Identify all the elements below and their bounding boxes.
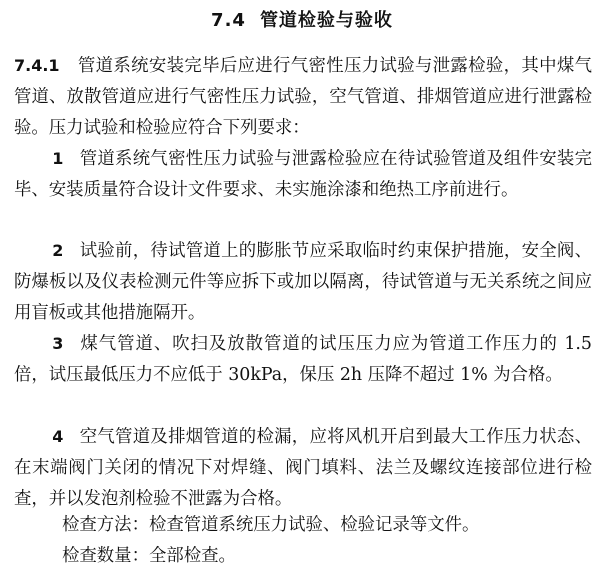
item-2-paragraph	[14, 235, 592, 329]
item-2-number: 2	[52, 241, 64, 260]
item-3-number: 3	[52, 334, 64, 353]
item-4-paragraph	[14, 421, 592, 515]
check-method: 检查方法：检查管道系统压力试验、检验记录等文件。	[62, 515, 480, 535]
item-4-text: 空气管道及排烟管道的检漏，应将风机开启到最大工作压力状态、在末端阀门关闭的情况下对焊缝、阀门填料、法兰及螺纹连接部位进行检查，并以发泡剂检验不泄露为合格。	[14, 427, 592, 509]
clause-text: 管道系统安装完毕后应进行气密性压力试验与泄露检验，其中煤气管道、放散管道应进行气密性压力试验，空气管道、排烟管道应进行泄露检验。压力试验和检验应符合下列要求：	[14, 56, 592, 138]
item-4-number: 4	[52, 427, 64, 446]
check-quantity: 检查数量：全部检查。	[62, 546, 236, 566]
item-3-paragraph	[14, 328, 592, 391]
item-2-text: 试验前，待试管道上的膨胀节应采取临时约束保护措施，安全阀、防爆板以及仪表检测元件等应拆下或加以隔离，待试管道与无关系统之间应用盲板或其他措施隔开。	[14, 241, 592, 323]
section-title-text: 管道检验与验收	[259, 10, 393, 31]
item-1-text: 管道系统气密性压力试验与泄露检验应在待试验管道及组件安装完毕、安装质量符合设计文件要求、未实施涂漆和绝热工序前进行。	[14, 149, 592, 200]
section-number: 7.4	[211, 10, 246, 31]
section-title	[0, 6, 604, 32]
item-1-number: 1	[52, 149, 64, 168]
item-1-paragraph	[14, 143, 592, 206]
item-3-text: 煤气管道、吹扫及放散管道的试压压力应为管道工作压力的 1.5 倍，试压最低压力不应低于 30kPa，保压 2h 压降不超过 1% 为合格。	[14, 334, 592, 385]
clause-paragraph	[14, 50, 592, 144]
clause-number: 7.4.1	[14, 56, 60, 75]
